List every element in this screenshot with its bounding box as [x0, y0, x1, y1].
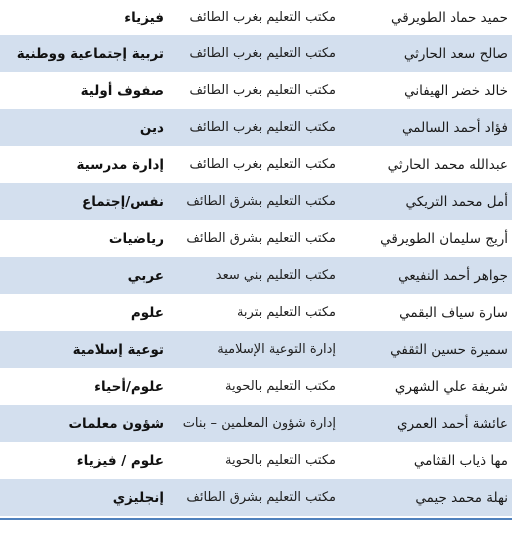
subject-cell: إدارة مدرسية — [76, 156, 164, 173]
office-cell: مكتب التعليم بشرق الطائف — [186, 231, 336, 246]
subject-cell: عربي — [127, 267, 164, 284]
office-cell: إدارة التوعية الإسلامية — [217, 342, 336, 357]
office-cell: مكتب التعليم بشرق الطائف — [186, 194, 336, 209]
table-row — [0, 183, 512, 220]
table-row — [0, 72, 512, 109]
table-row — [0, 109, 512, 146]
table-row — [0, 479, 512, 516]
office-cell: مكتب التعليم بغرب الطائف — [189, 10, 336, 25]
table-row — [0, 146, 512, 183]
table-row — [0, 294, 512, 331]
subject-cell: تربية إجتماعية ووطنية — [16, 45, 164, 62]
person-name-cell: صالح سعد الحارثي — [403, 45, 508, 62]
office-cell: إدارة شؤون المعلمين – بنات — [182, 416, 336, 431]
table-row — [0, 405, 512, 442]
office-cell: مكتب التعليم بغرب الطائف — [189, 46, 336, 61]
table-row — [0, 442, 512, 479]
office-cell: مكتب التعليم بشرق الطائف — [186, 490, 336, 505]
person-name-cell: خالد خضر الهيفاني — [404, 82, 508, 99]
office-cell: مكتب التعليم بغرب الطائف — [189, 157, 336, 172]
subject-cell: صفوف أولية — [80, 82, 164, 99]
subject-cell: علوم — [130, 304, 164, 321]
person-name-cell: مها ذياب القثامي — [413, 452, 508, 469]
subject-cell: شؤون معلمات — [68, 415, 164, 432]
person-name-cell: سارة سياف البقمي — [399, 304, 508, 321]
person-name-cell: عائشة أحمد العمري — [397, 415, 508, 432]
table-row — [0, 220, 512, 257]
table-row — [0, 35, 512, 72]
subject-cell: رياضيات — [108, 230, 164, 247]
subject-cell: نفس/إجتماع — [81, 193, 164, 210]
subject-cell: فيزياء — [124, 9, 164, 26]
person-name-cell: نهلة محمد جيمي — [415, 489, 508, 506]
office-cell: مكتب التعليم بغرب الطائف — [189, 120, 336, 135]
person-name-cell: أريج سليمان الطويرقي — [380, 230, 508, 247]
table-row — [0, 257, 512, 294]
subject-cell: إنجليزي — [112, 489, 164, 506]
person-name-cell: سميرة حسين الثقفي — [390, 341, 508, 358]
person-name-cell: عبدالله محمد الحارثي — [387, 156, 508, 173]
person-name-cell: شريفة علي الشهري — [394, 378, 508, 395]
subject-cell: علوم / فيزياء — [76, 452, 164, 469]
person-name-cell: حميد حماد الطويرقي — [391, 9, 508, 26]
office-cell: مكتب التعليم بغرب الطائف — [189, 83, 336, 98]
table-row — [0, 331, 512, 368]
subject-cell: علوم/أحياء — [94, 378, 164, 395]
person-name-cell: جواهر أحمد النفيعي — [398, 267, 508, 284]
table-row — [0, 0, 512, 35]
office-cell: مكتب التعليم بني سعد — [215, 268, 336, 283]
office-cell: مكتب التعليم بالحوية — [225, 453, 336, 468]
subject-cell: توعية إسلامية — [72, 341, 164, 358]
table-row — [0, 368, 512, 405]
office-cell: مكتب التعليم بتربة — [236, 305, 336, 320]
office-cell: مكتب التعليم بالحوية — [225, 379, 336, 394]
subject-cell: دين — [139, 119, 164, 136]
person-name-cell: أمل محمد التريكي — [405, 193, 508, 210]
person-name-cell: فؤاد أحمد السالمي — [402, 119, 508, 136]
